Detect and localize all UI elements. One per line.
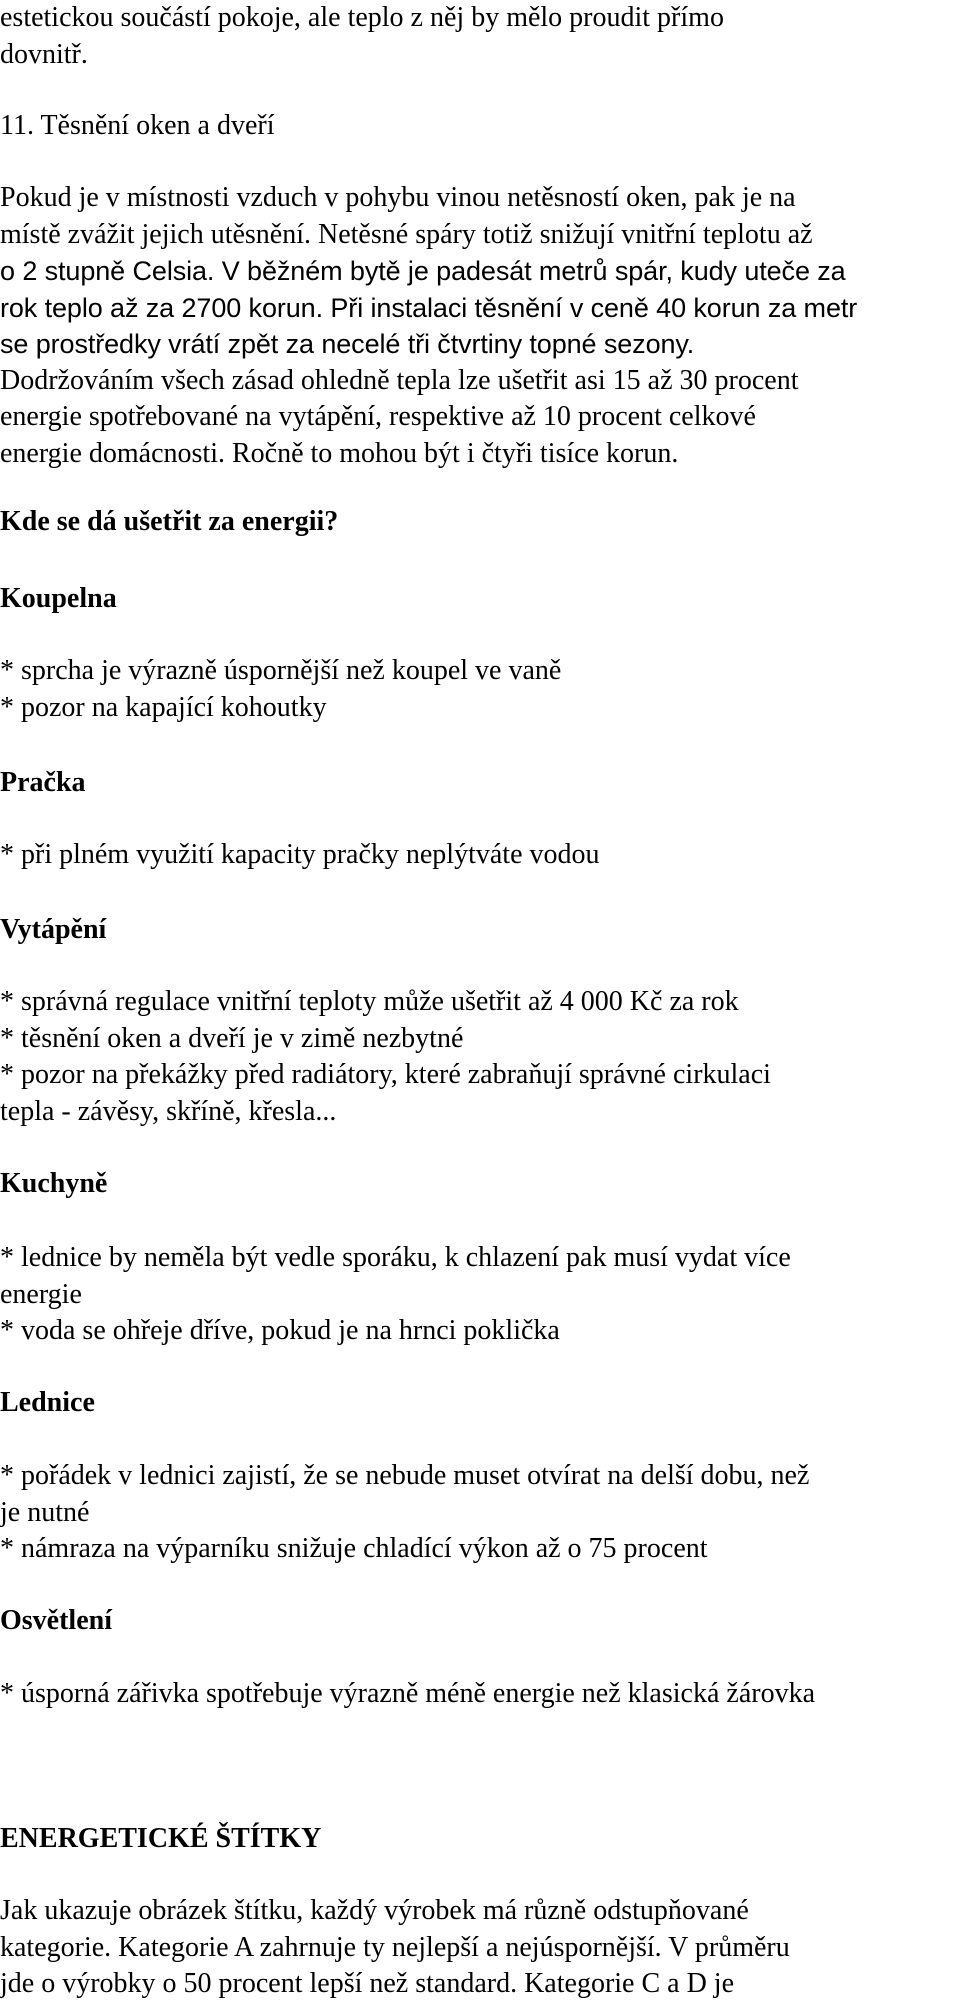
intro-line-1: estetickou součástí pokoje, ale teplo z něj by mělo proudit přímo (0, 2, 724, 33)
energy-labels-heading: ENERGETICKÉ ŠTÍTKY (0, 1823, 322, 1854)
koupelna-item-1: * sprcha je výrazně úspornější než koupel ve vaně (0, 655, 562, 686)
kuchyne-heading: Kuchyně (0, 1168, 108, 1199)
vytapeni-item-4: tepla - závěsy, skříně, křesla... (0, 1095, 337, 1127)
koupelna-list (0, 653, 956, 726)
energy-labels-paragraph (0, 1893, 956, 2003)
section-11-line-6: Dodržováním všech zásad ohledně tepla lze ušetřit asi 15 až 30 procent (0, 364, 799, 396)
section-11-line-5: se prostředky vrátí zpět za necelé tři čtvrtiny topné sezony. (0, 329, 695, 359)
kuchyne-item-1: * lednice by neměla být vedle sporáku, k chlazení pak musí vydat více (0, 1242, 791, 1273)
section-11-line-1: Pokud je v místnosti vzduch v pohybu vinou netěsností oken, pak je na (0, 182, 796, 213)
energy-labels-line-3: jde o výrobky o 50 procent lepší než standard. Kategorie C a D je (0, 1968, 735, 1999)
energy-labels-line-1: Jak ukazuje obrázek štítku, každý výrobek má různě odstupňované (0, 1895, 749, 1926)
section-11-line-2: místě zvážit jejich utěsnění. Netěsné spáry totiž snižují vnitřní teplotu až (0, 218, 813, 250)
section-11-paragraph (0, 180, 956, 472)
section-11-line-3: o 2 stupně Celsia. V běžném bytě je padesát metrů spár, kudy uteče za (0, 256, 846, 286)
intro-paragraph (0, 0, 956, 73)
vytapeni-list (0, 984, 956, 1130)
vytapeni-item-2: * těsnění oken a dveří je v zimě nezbytné (0, 1022, 464, 1054)
lednice-item-1: * pořádek v lednici zajistí, že se nebude muset otvírat na delší dobu, než (0, 1460, 810, 1491)
section-11-line-7: energie spotřebované na vytápění, respektive až 10 procent celkové (0, 401, 756, 432)
section-11-line-4: rok teplo až za 2700 korun. Při instalaci těsnění v ceně 40 korun za metr (0, 292, 858, 323)
lednice-item-3: * námraza na výparníku snižuje chladící výkon až o 75 procent (0, 1533, 708, 1564)
intro-line-2: dovnitř. (0, 38, 88, 70)
osvetleni-list (0, 1676, 956, 1713)
lednice-heading: Lednice (0, 1387, 95, 1418)
energy-labels-line-2: kategorie. Kategorie A zahrnuje ty nejlepší a nejúspornější. V průměru (0, 1931, 790, 1963)
vytapeni-heading: Vytápění (0, 914, 107, 945)
savings-title: Kde se dá ušetřit za energii? (0, 506, 339, 537)
pracka-list (0, 837, 956, 874)
kuchyne-list (0, 1240, 956, 1350)
lednice-list (0, 1458, 956, 1568)
osvetleni-heading: Osvětlení (0, 1605, 112, 1636)
section-11-line-8: energie domácnosti. Ročně to mohou být i čtyři tisíce korun. (0, 437, 679, 469)
vytapeni-item-1: * správná regulace vnitřní teploty může ušetřit až 4 000 Kč za rok (0, 986, 739, 1017)
pracka-item-1: * při plném využití kapacity pračky neplýtváte vodou (0, 839, 600, 870)
lednice-item-2: je nutné (0, 1496, 90, 1528)
koupelna-item-2: * pozor na kapající kohoutky (0, 691, 327, 723)
vytapeni-item-3: * pozor na překážky před radiátory, které zabraňují správné cirkulaci (0, 1059, 771, 1090)
pracka-heading: Pračka (0, 767, 86, 798)
section-11-heading: 11. Těsnění oken a dveří (0, 110, 275, 141)
kuchyne-item-3: * voda se ohřeje dříve, pokud je na hrnci poklička (0, 1315, 560, 1346)
koupelna-heading: Koupelna (0, 583, 117, 614)
kuchyne-item-2: energie (0, 1278, 82, 1310)
osvetleni-item-1: * úsporná zářivka spotřebuje výrazně méně energie než klasická žárovka (0, 1678, 815, 1709)
